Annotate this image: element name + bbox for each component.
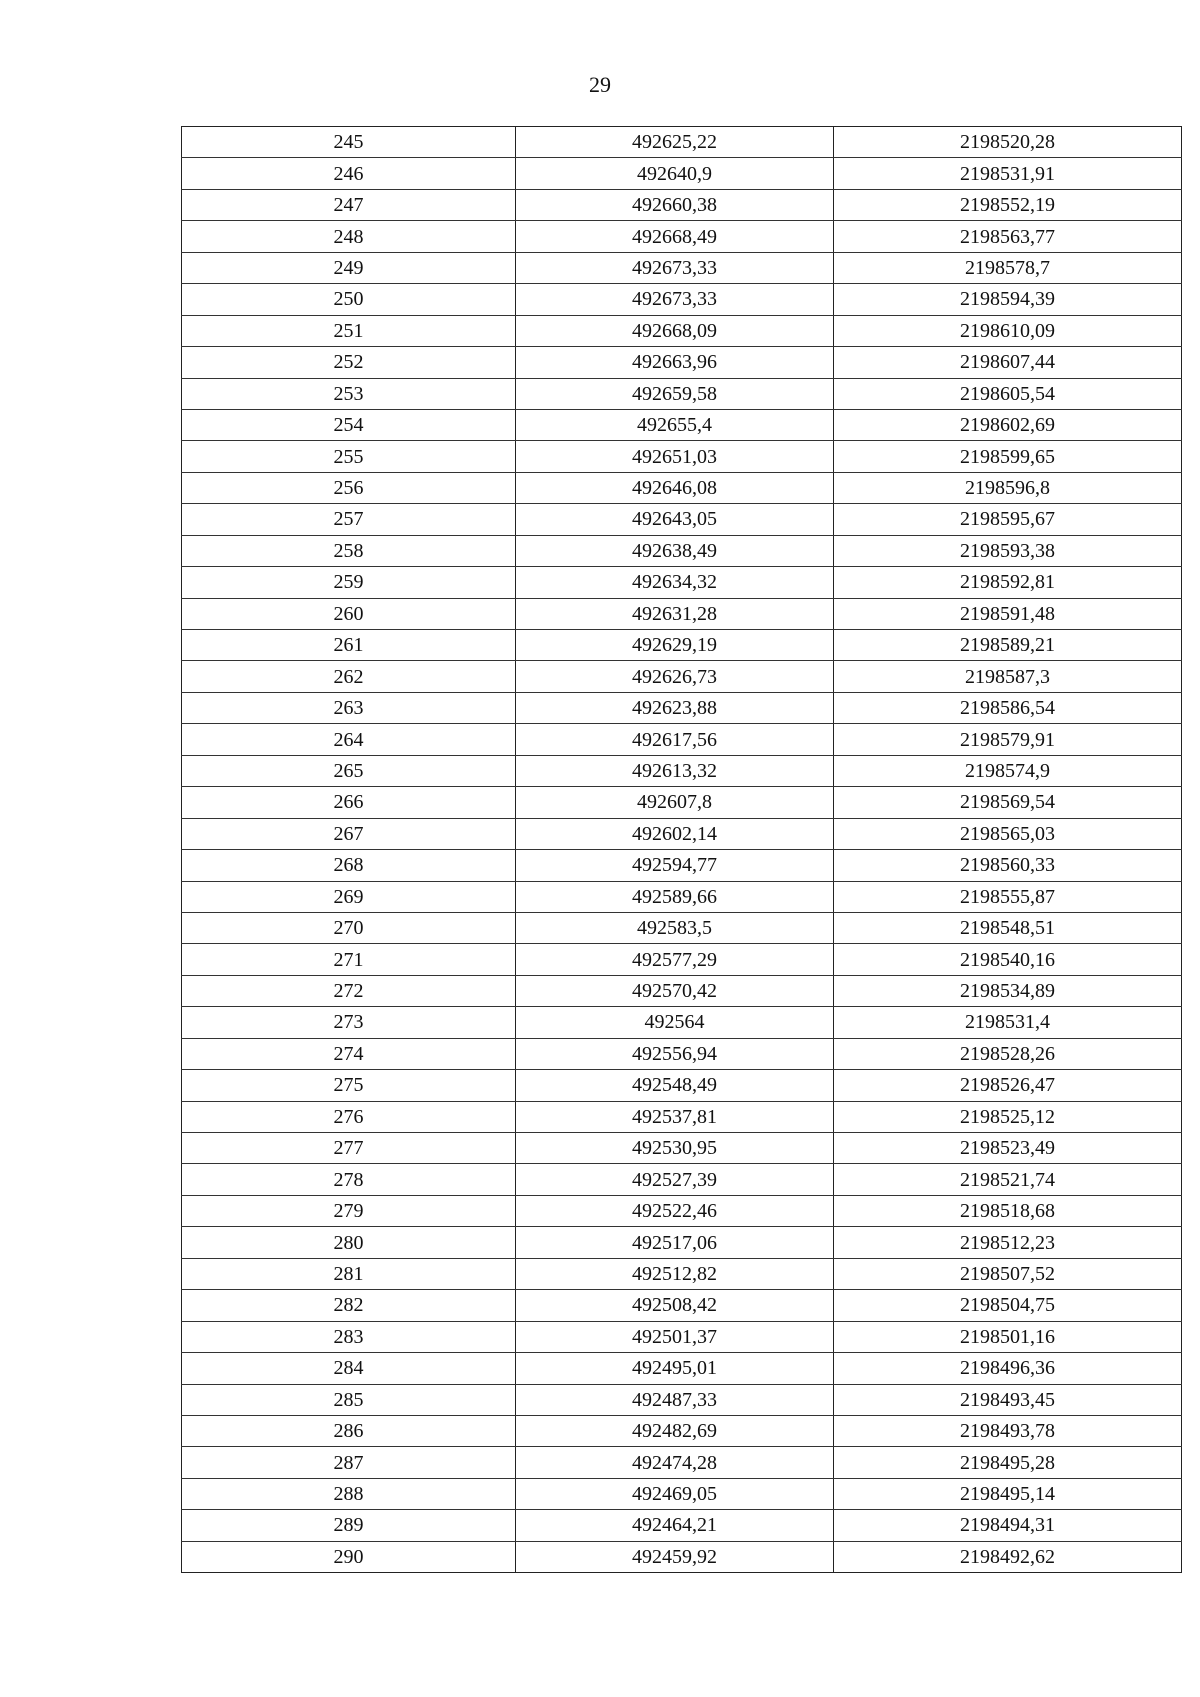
x-coordinate-cell: 492668,49 [516, 221, 834, 252]
table-row [182, 252, 1182, 283]
y-coordinate-cell: 2198578,7 [834, 252, 1182, 283]
table-row [182, 158, 1182, 189]
coordinates-table-body [182, 127, 1182, 1573]
y-coordinate-cell: 2198548,51 [834, 912, 1182, 943]
table-row [182, 567, 1182, 598]
y-coordinate-cell: 2198579,91 [834, 724, 1182, 755]
y-coordinate-cell: 2198518,68 [834, 1195, 1182, 1226]
point-number-cell: 254 [182, 409, 516, 440]
table-row [182, 315, 1182, 346]
x-coordinate-cell: 492556,94 [516, 1038, 834, 1069]
y-coordinate-cell: 2198512,23 [834, 1227, 1182, 1258]
y-coordinate-cell: 2198521,74 [834, 1164, 1182, 1195]
y-coordinate-cell: 2198520,28 [834, 127, 1182, 158]
y-coordinate-cell: 2198596,8 [834, 472, 1182, 503]
point-number-cell: 286 [182, 1415, 516, 1446]
y-coordinate-cell: 2198602,69 [834, 409, 1182, 440]
table-row [182, 944, 1182, 975]
point-number-cell: 246 [182, 158, 516, 189]
y-coordinate-cell: 2198528,26 [834, 1038, 1182, 1069]
x-coordinate-cell: 492660,38 [516, 189, 834, 220]
x-coordinate-cell: 492564 [516, 1007, 834, 1038]
x-coordinate-cell: 492625,22 [516, 127, 834, 158]
table-row [182, 189, 1182, 220]
y-coordinate-cell: 2198610,09 [834, 315, 1182, 346]
table-row [182, 1415, 1182, 1446]
table-row [182, 1164, 1182, 1195]
point-number-cell: 290 [182, 1541, 516, 1572]
point-number-cell: 275 [182, 1070, 516, 1101]
table-row [182, 598, 1182, 629]
point-number-cell: 283 [182, 1321, 516, 1352]
table-row [182, 1101, 1182, 1132]
x-coordinate-cell: 492508,42 [516, 1290, 834, 1321]
point-number-cell: 255 [182, 441, 516, 472]
y-coordinate-cell: 2198540,16 [834, 944, 1182, 975]
x-coordinate-cell: 492651,03 [516, 441, 834, 472]
table-row [182, 692, 1182, 723]
point-number-cell: 268 [182, 850, 516, 881]
point-number-cell: 262 [182, 661, 516, 692]
x-coordinate-cell: 492659,58 [516, 378, 834, 409]
x-coordinate-cell: 492577,29 [516, 944, 834, 975]
table-row [182, 347, 1182, 378]
y-coordinate-cell: 2198574,9 [834, 755, 1182, 786]
y-coordinate-cell: 2198534,89 [834, 975, 1182, 1006]
y-coordinate-cell: 2198594,39 [834, 284, 1182, 315]
x-coordinate-cell: 492626,73 [516, 661, 834, 692]
table-row [182, 818, 1182, 849]
point-number-cell: 257 [182, 504, 516, 535]
table-row [182, 661, 1182, 692]
point-number-cell: 259 [182, 567, 516, 598]
table-row [182, 1007, 1182, 1038]
x-coordinate-cell: 492474,28 [516, 1447, 834, 1478]
point-number-cell: 266 [182, 787, 516, 818]
y-coordinate-cell: 2198605,54 [834, 378, 1182, 409]
point-number-cell: 280 [182, 1227, 516, 1258]
y-coordinate-cell: 2198525,12 [834, 1101, 1182, 1132]
point-number-cell: 281 [182, 1258, 516, 1289]
table-row [182, 975, 1182, 1006]
y-coordinate-cell: 2198607,44 [834, 347, 1182, 378]
y-coordinate-cell: 2198507,52 [834, 1258, 1182, 1289]
y-coordinate-cell: 2198599,65 [834, 441, 1182, 472]
table-row [182, 1258, 1182, 1289]
x-coordinate-cell: 492589,66 [516, 881, 834, 912]
x-coordinate-cell: 492663,96 [516, 347, 834, 378]
page-number: 29 [589, 72, 611, 97]
point-number-cell: 247 [182, 189, 516, 220]
y-coordinate-cell: 2198531,4 [834, 1007, 1182, 1038]
table-row [182, 1321, 1182, 1352]
y-coordinate-cell: 2198523,49 [834, 1133, 1182, 1164]
point-number-cell: 267 [182, 818, 516, 849]
point-number-cell: 282 [182, 1290, 516, 1321]
point-number-cell: 288 [182, 1478, 516, 1509]
table-row [182, 755, 1182, 786]
x-coordinate-cell: 492548,49 [516, 1070, 834, 1101]
point-number-cell: 252 [182, 347, 516, 378]
x-coordinate-cell: 492634,32 [516, 567, 834, 598]
x-coordinate-cell: 492631,28 [516, 598, 834, 629]
table-row [182, 912, 1182, 943]
y-coordinate-cell: 2198586,54 [834, 692, 1182, 723]
point-number-cell: 251 [182, 315, 516, 346]
table-row [182, 1070, 1182, 1101]
point-number-cell: 269 [182, 881, 516, 912]
x-coordinate-cell: 492495,01 [516, 1353, 834, 1384]
table-row [182, 630, 1182, 661]
point-number-cell: 253 [182, 378, 516, 409]
x-coordinate-cell: 492643,05 [516, 504, 834, 535]
y-coordinate-cell: 2198496,36 [834, 1353, 1182, 1384]
x-coordinate-cell: 492464,21 [516, 1510, 834, 1541]
x-coordinate-cell: 492629,19 [516, 630, 834, 661]
table-row [182, 284, 1182, 315]
table-row [182, 1541, 1182, 1572]
x-coordinate-cell: 492594,77 [516, 850, 834, 881]
y-coordinate-cell: 2198591,48 [834, 598, 1182, 629]
point-number-cell: 274 [182, 1038, 516, 1069]
point-number-cell: 258 [182, 535, 516, 566]
y-coordinate-cell: 2198569,54 [834, 787, 1182, 818]
table-row [182, 1290, 1182, 1321]
x-coordinate-cell: 492537,81 [516, 1101, 834, 1132]
y-coordinate-cell: 2198492,62 [834, 1541, 1182, 1572]
x-coordinate-cell: 492527,39 [516, 1164, 834, 1195]
table-row [182, 787, 1182, 818]
y-coordinate-cell: 2198560,33 [834, 850, 1182, 881]
table-row [182, 881, 1182, 912]
point-number-cell: 250 [182, 284, 516, 315]
table-row [182, 409, 1182, 440]
x-coordinate-cell: 492512,82 [516, 1258, 834, 1289]
x-coordinate-cell: 492617,56 [516, 724, 834, 755]
table-row [182, 221, 1182, 252]
y-coordinate-cell: 2198531,91 [834, 158, 1182, 189]
table-row [182, 127, 1182, 158]
y-coordinate-cell: 2198495,28 [834, 1447, 1182, 1478]
point-number-cell: 277 [182, 1133, 516, 1164]
y-coordinate-cell: 2198587,3 [834, 661, 1182, 692]
x-coordinate-cell: 492602,14 [516, 818, 834, 849]
table-row [182, 724, 1182, 755]
table-row [182, 504, 1182, 535]
point-number-cell: 264 [182, 724, 516, 755]
x-coordinate-cell: 492517,06 [516, 1227, 834, 1258]
point-number-cell: 260 [182, 598, 516, 629]
table-row [182, 472, 1182, 503]
x-coordinate-cell: 492668,09 [516, 315, 834, 346]
y-coordinate-cell: 2198592,81 [834, 567, 1182, 598]
table-row [182, 1353, 1182, 1384]
x-coordinate-cell: 492482,69 [516, 1415, 834, 1446]
x-coordinate-cell: 492613,32 [516, 755, 834, 786]
coordinates-table [181, 126, 1182, 1573]
y-coordinate-cell: 2198526,47 [834, 1070, 1182, 1101]
x-coordinate-cell: 492522,46 [516, 1195, 834, 1226]
x-coordinate-cell: 492459,92 [516, 1541, 834, 1572]
x-coordinate-cell: 492646,08 [516, 472, 834, 503]
point-number-cell: 249 [182, 252, 516, 283]
table-row [182, 1195, 1182, 1226]
y-coordinate-cell: 2198589,21 [834, 630, 1182, 661]
x-coordinate-cell: 492655,4 [516, 409, 834, 440]
x-coordinate-cell: 492623,88 [516, 692, 834, 723]
table-row [182, 1447, 1182, 1478]
point-number-cell: 263 [182, 692, 516, 723]
y-coordinate-cell: 2198563,77 [834, 221, 1182, 252]
point-number-cell: 285 [182, 1384, 516, 1415]
y-coordinate-cell: 2198493,45 [834, 1384, 1182, 1415]
table-row [182, 1384, 1182, 1415]
point-number-cell: 248 [182, 221, 516, 252]
x-coordinate-cell: 492570,42 [516, 975, 834, 1006]
y-coordinate-cell: 2198504,75 [834, 1290, 1182, 1321]
table-row [182, 1510, 1182, 1541]
y-coordinate-cell: 2198493,78 [834, 1415, 1182, 1446]
table-row [182, 535, 1182, 566]
table-row [182, 1133, 1182, 1164]
point-number-cell: 271 [182, 944, 516, 975]
x-coordinate-cell: 492673,33 [516, 252, 834, 283]
y-coordinate-cell: 2198501,16 [834, 1321, 1182, 1352]
table-row [182, 850, 1182, 881]
y-coordinate-cell: 2198552,19 [834, 189, 1182, 220]
table-row [182, 1227, 1182, 1258]
x-coordinate-cell: 492487,33 [516, 1384, 834, 1415]
table-row [182, 378, 1182, 409]
y-coordinate-cell: 2198555,87 [834, 881, 1182, 912]
y-coordinate-cell: 2198495,14 [834, 1478, 1182, 1509]
x-coordinate-cell: 492607,8 [516, 787, 834, 818]
point-number-cell: 278 [182, 1164, 516, 1195]
table-row [182, 1038, 1182, 1069]
x-coordinate-cell: 492673,33 [516, 284, 834, 315]
point-number-cell: 279 [182, 1195, 516, 1226]
point-number-cell: 265 [182, 755, 516, 786]
point-number-cell: 261 [182, 630, 516, 661]
y-coordinate-cell: 2198595,67 [834, 504, 1182, 535]
point-number-cell: 273 [182, 1007, 516, 1038]
table-row [182, 441, 1182, 472]
x-coordinate-cell: 492583,5 [516, 912, 834, 943]
point-number-cell: 272 [182, 975, 516, 1006]
x-coordinate-cell: 492638,49 [516, 535, 834, 566]
x-coordinate-cell: 492469,05 [516, 1478, 834, 1509]
y-coordinate-cell: 2198593,38 [834, 535, 1182, 566]
y-coordinate-cell: 2198565,03 [834, 818, 1182, 849]
point-number-cell: 287 [182, 1447, 516, 1478]
y-coordinate-cell: 2198494,31 [834, 1510, 1182, 1541]
x-coordinate-cell: 492530,95 [516, 1133, 834, 1164]
point-number-cell: 245 [182, 127, 516, 158]
x-coordinate-cell: 492501,37 [516, 1321, 834, 1352]
point-number-cell: 289 [182, 1510, 516, 1541]
point-number-cell: 270 [182, 912, 516, 943]
x-coordinate-cell: 492640,9 [516, 158, 834, 189]
point-number-cell: 256 [182, 472, 516, 503]
point-number-cell: 276 [182, 1101, 516, 1132]
point-number-cell: 284 [182, 1353, 516, 1384]
table-row [182, 1478, 1182, 1509]
